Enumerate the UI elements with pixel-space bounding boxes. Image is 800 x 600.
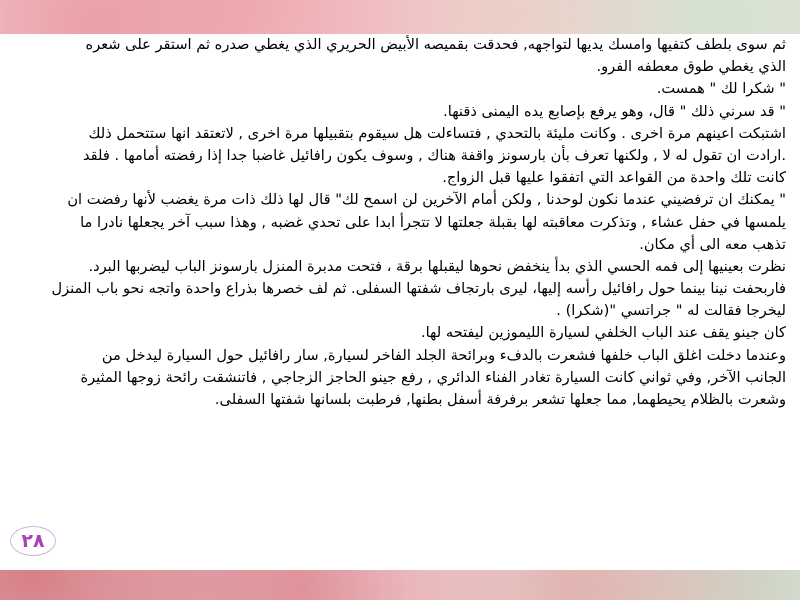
text-line: الجانب الآخر, وفي ثواني كانت السيارة تغادر الفناء الدائري , رفع جينو الحاجز الزجاجي , فاتنشقت رائحة زوجها المثيرة (80, 368, 786, 386)
text-line: اشتبكت اعينهم مرة اخرى . وكانت مليئة بالتحدي , فتساءلت هل سيقوم بتقبيلها مرة اخرى , لاتعتقد انها ستتحمل ذلك (88, 124, 786, 142)
text-line: كانت تلك واحدة من القواعد التي اتفقوا عليها قبل الزواج. (442, 169, 786, 187)
text-line: ثم سوى بلطف كتفيها وامسك يديها لتواجهه, فحدقت بقميصه الأبيض الحريري الذي يغطي صدره ثم استقر على شعره (85, 36, 786, 53)
text-line: وعندما دخلت اغلق الباب خلفها فشعرت بالدفء وبرائحة الجلد الفاخر لسيارة, سار رافائيل حول السيارة ليدخل من (101, 346, 786, 364)
text-line: " يمكنك ان ترفضيني عندما نكون لوحدنا , ولكن أمام الآخرين لن اسمح لك" قال لها ذلك ذات مرة يغضب لأنها رفضت ان (67, 191, 786, 209)
text-line: " شكرا لك " همست. (656, 80, 786, 98)
text-line: نظرت بعينيها إلى فمه الحسي الذي بدأ ينخفض نحوها ليقبلها برقة ، فتحت مدبرة المنزل بارسونز الباب ليضربها البرد. (88, 257, 786, 275)
text-line: وشعرت بالظلام يحيطهما, مما جعلها تشعر برفرفة أسفل بطنها, فرطبت بلسانها شفتها السفلى. (214, 391, 786, 408)
text-line: يلمسها في حفل عشاء , وتذكرت معاقبته لها بقبلة جعلتها لا تتجرأ ابدا على تحدي غضبه , وهذا سبب آخر يجعلها نادرا ما (80, 213, 786, 231)
text-line: تذهب معه الى أي مكان. (639, 235, 786, 253)
text-line: .ارادت ان تقول له لا , ولكنها تعرف بأن بارسونز واقفة هناك , وسوف يكون رافائيل غاضبا جدا إذا رفضته أمامها . فلقد (83, 146, 786, 164)
text-line: كان جينو يقف عند الباب الخلفي لسيارة الليموزين ليفتحه لها. (420, 324, 786, 342)
text-line: " قد سرني ذلك " قال، وهو يرفع بإصابع يده اليمنى ذقنها. (443, 102, 786, 120)
text-line: ليخرجا فقالت له " جراتسي "(شكرا) . (556, 302, 786, 320)
story-text (14, 34, 786, 411)
page-number: ٢٨ (10, 526, 56, 556)
text-line: الذي يغطي طوق معطفه الفرو. (596, 58, 786, 76)
text-line: فاربحفت نينا بينما حول رافائيل رأسه إليها، ليرى بارتجاف شفتها السفلى. ثم لف خصرها بذراع واحدة واتجه نحو باب المنزل (51, 280, 786, 298)
